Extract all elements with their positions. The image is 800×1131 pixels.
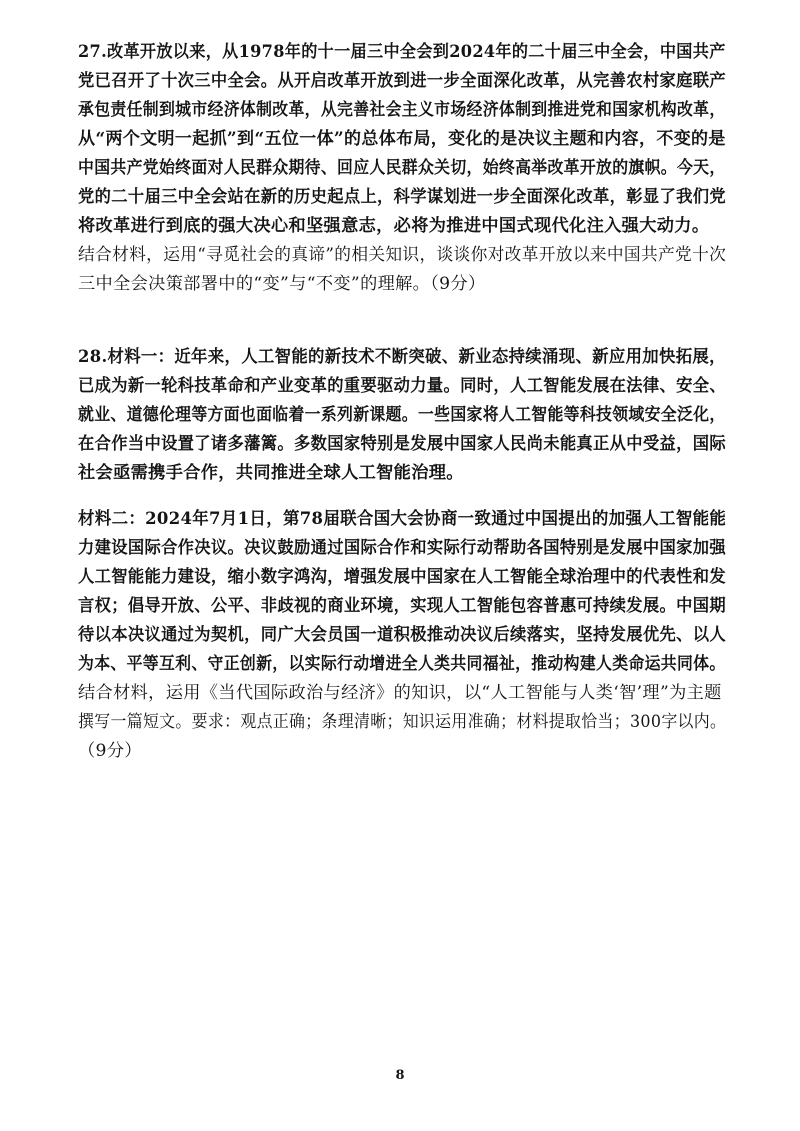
q27-prompt-line-2: 三中全会决策部署中的“变”与“不变”的理解。（9分） xyxy=(78,274,486,294)
q28-prompt-line-1: 结合材料，运用《当代国际政治与经济》的知识，以“人工智能与人类‘智’理”为主题 xyxy=(78,683,722,703)
q27-line-2: 党已召开了十次三中全会。从开启改革开放到进一步全面深化改革，从完善农村家庭联产 xyxy=(78,71,726,91)
q28-material1-line-4: 在合作当中设置了诸多藩篱。多数国家特别是发展中国家人民尚未能真正从中受益，国际 xyxy=(78,434,726,454)
q28-material2-line-5: 待以本决议通过为契机，同广大会员国一道积极推动决议后续落实，坚持发展优先、以人 xyxy=(78,625,726,645)
q28-prompt-line-3: （9分） xyxy=(78,741,142,761)
q28-material2-line-1: 材料二：2024年7月1日，第78届联合国大会协商一致通过中国提出的加强人工智能能 xyxy=(78,509,727,529)
q28-material2-line-2: 力建设国际合作决议。决议鼓励通过国际合作和实际行动帮助各国特别是发展中国家加强 xyxy=(78,538,726,558)
q28-material1-line-5: 社会亟需携手合作，共同推进全球人工智能治理。 xyxy=(78,463,464,483)
q27-line-5: 中国共产党始终面对人民群众期待、回应人民群众关切，始终高举改革开放的旗帜。今天， xyxy=(78,158,726,178)
q27-line-7: 将改革进行到底的强大决心和坚强意志，必将为推进中国式现代化注入强大动力。 xyxy=(78,216,710,236)
q27-prompt-line-1: 结合材料，运用“寻觅社会的真谛”的相关知识，谈谈你对改革开放以来中国共产党十次 xyxy=(78,245,727,265)
page-number: 8 xyxy=(395,1068,405,1083)
q27-line-1: 27.改革开放以来，从1978年的十一届三中全会到2024年的二十届三中全会，中国共产 xyxy=(78,42,726,62)
q28-material1-line-1: 28.材料一：近年来，人工智能的新技术不断突破、新业态持续涌现、新应用加快拓展， xyxy=(78,347,726,367)
q27-line-6: 党的二十届三中全会站在新的历史起点上，科学谋划进一步全面深化改革，彰显了我们党 xyxy=(78,187,726,207)
q28-material2-line-3: 人工智能能力建设，缩小数字鸿沟，增强发展中国家在人工智能全球治理中的代表性和发 xyxy=(78,567,726,587)
q27-line-3: 承包责任制到城市经济体制改革，从完善社会主义市场经济体制到推进党和国家机构改革， xyxy=(78,100,726,120)
q28-prompt-line-2: 撰写一篇短文。要求：观点正确；条理清晰；知识运用准确；材料提取恰当；300字以内。 xyxy=(78,712,727,732)
q28-material1-line-3: 就业、道德伦理等方面也面临着一系列新课题。一些国家将人工智能等科技领域安全泛化， xyxy=(78,405,726,425)
q28-material2-line-6: 为本、平等互利、守正创新，以实际行动增进全人类共同福祉，推动构建人类命运共同体。 xyxy=(78,654,726,674)
q28-material2-line-4: 言权；倡导开放、公平、非歧视的商业环境，实现人工智能包容普惠可持续发展。中国期 xyxy=(78,596,726,616)
q28-material1-line-2: 已成为新一轮科技革命和产业变革的重要驱动力量。同时，人工智能发展在法律、安全、 xyxy=(78,376,726,396)
q27-line-4: 从“两个文明一起抓”到“五位一体”的总体布局，变化的是决议主题和内容，不变的是 xyxy=(78,129,726,149)
